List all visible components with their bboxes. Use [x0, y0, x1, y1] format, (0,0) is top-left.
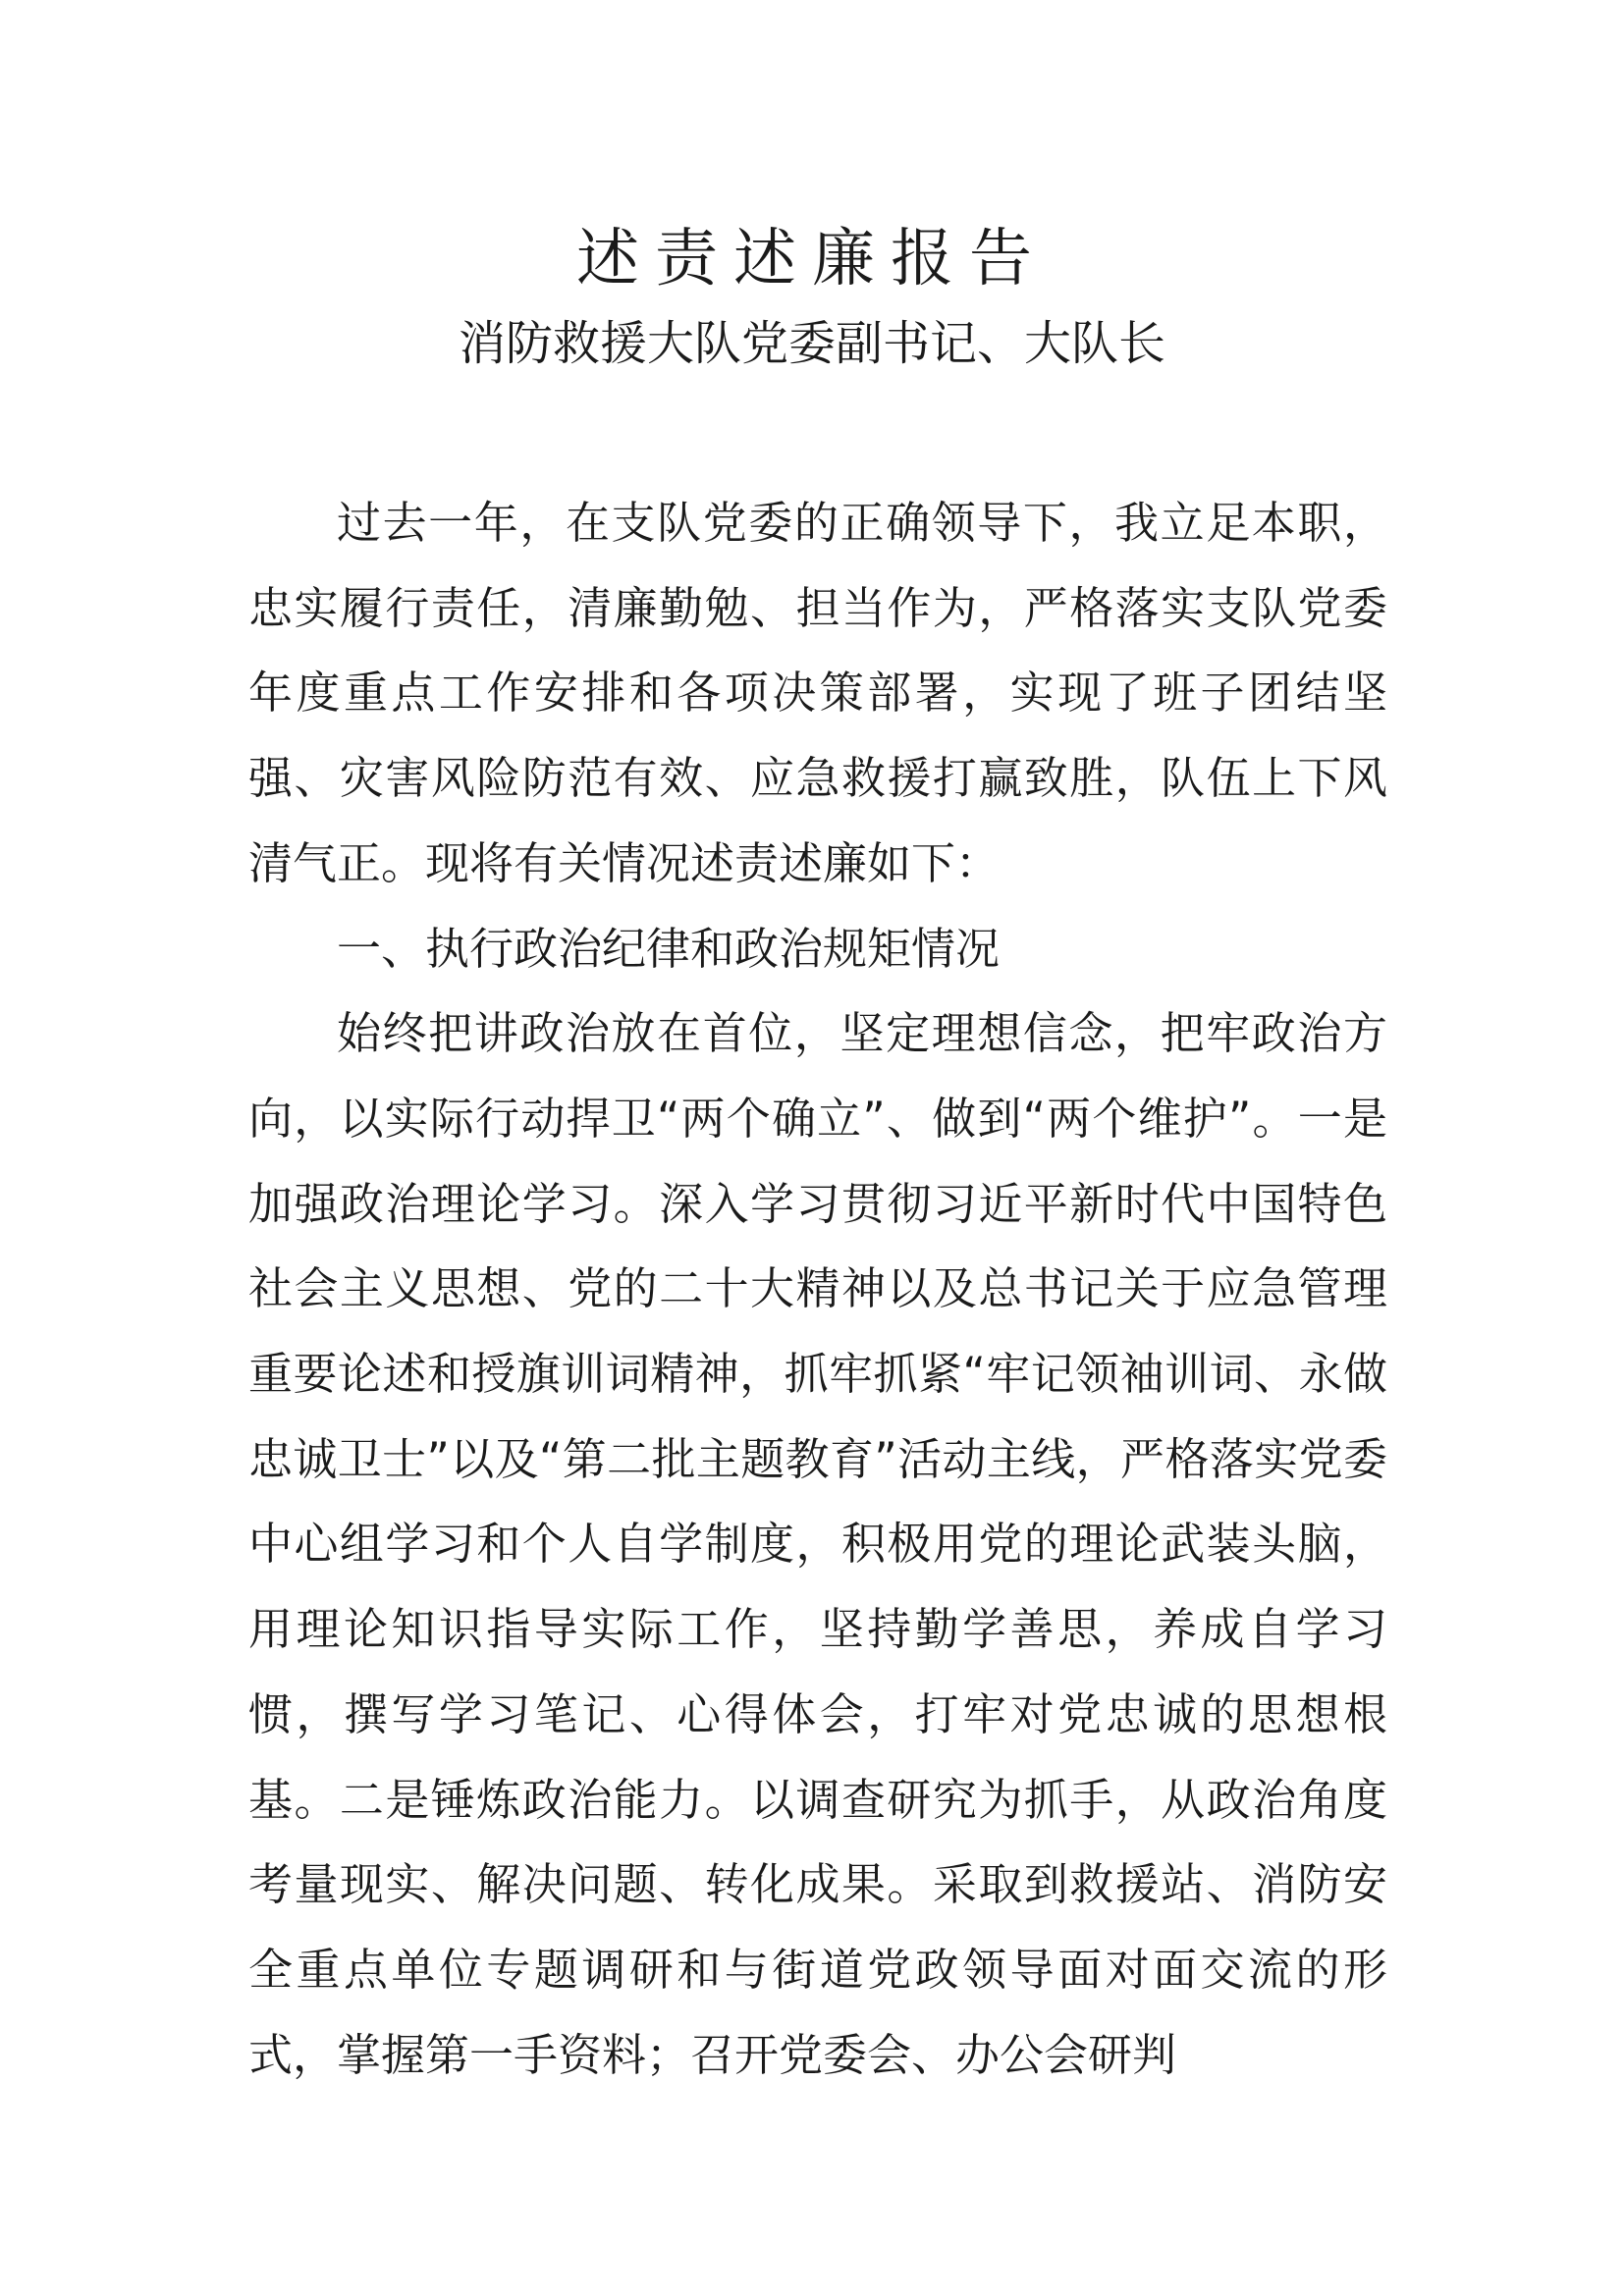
- section-heading: 一、执行政治纪律和政治规矩情况: [337, 922, 1001, 975]
- document-body: [248, 481, 1387, 2098]
- body-paragraph: 始终把讲政治放在首位，坚定理想信念，把牢政治方向，以实际行动捍卫“两个确立”、做到“两个维护”。一是加强政治理论学习。深入学习贯彻习近平新时代中国特色社会主义思想、党的二十大精神以及总书记关于应急管理重要论述和授旗训词精神，抓牢抓紧“牢记领袖训词、永做忠诚卫士”以及“第二批主题教育”活动主线，严格落实党委中心组学习和个人自学制度，积极用党的理论武装头脑，用理论知识指导实际工作，坚持勤学善思，养成自学习惯，撰写学习笔记、心得体会，打牢对党忠诚的思想根基。二是锤炼政治能力。以调查研究为抓手，从政治角度考量现实、解决问题、转化成果。采取到救援站、消防安全重点单位专题调研和与街道党政领导面对面交流的形式，掌握第一手资料；召开党委会、办公会研判: [248, 1007, 1387, 2081]
- document-subtitle: 消防救援大队党委副书记、大队长: [458, 316, 1165, 371]
- intro-paragraph: 过去一年，在支队党委的正确领导下，我立足本职，忠实履行责任，清廉勤勉、担当作为，严格落实支队党委年度重点工作安排和各项决策部署，实现了班子团结坚强、灾害风险防范有效、应急救援打赢致胜，队伍上下风清气正。现将有关情况述责述廉如下：: [248, 497, 1387, 889]
- document-title: 述责述廉报告: [576, 223, 1048, 295]
